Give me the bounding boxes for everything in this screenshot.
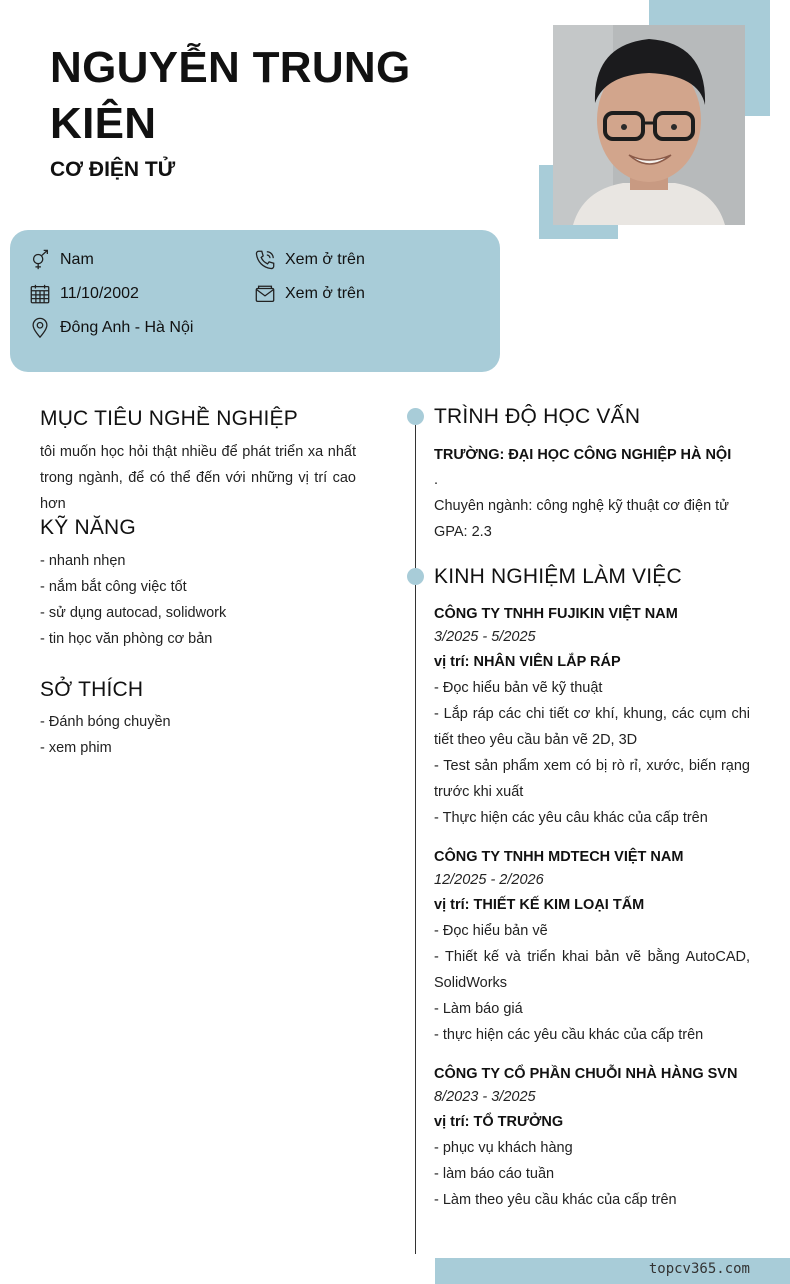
address-text: Đông Anh - Hà Nội xyxy=(60,319,194,336)
skills-title: KỸ NĂNG xyxy=(40,516,136,539)
skill-item: - sử dụng autocad, solidwork xyxy=(40,605,227,621)
gender-text: Nam xyxy=(60,251,94,268)
job-position-prefix: vị trí: xyxy=(434,897,474,913)
job-detail: - Làm theo yêu cầu khác của cấp trên xyxy=(434,1192,677,1208)
hobbies-title: SỞ THÍCH xyxy=(40,678,144,701)
job-period: 12/2025 - 2/2026 xyxy=(434,872,544,888)
education-dot-line: . xyxy=(434,472,439,488)
experience-title: KINH NGHIỆM LÀM VIỆC xyxy=(434,565,682,588)
job-detail: - phục vụ khách hàng xyxy=(434,1140,573,1156)
contact-info-box xyxy=(10,230,500,372)
contact-email[interactable] xyxy=(254,283,365,305)
birthday-text: 11/10/2002 xyxy=(60,285,139,302)
profile-photo-image xyxy=(553,25,745,225)
footer-bar xyxy=(435,1258,790,1284)
timeline-line xyxy=(415,414,416,1254)
job-detail: - Thiết kế và triển khai bản vẽ bằng AutoCAD, SolidWorks xyxy=(434,949,750,991)
contact-gender xyxy=(29,249,94,271)
skills-list xyxy=(40,548,356,652)
calendar-icon xyxy=(29,283,51,305)
job-company: CÔNG TY CỔ PHẦN CHUỖI NHÀ HÀNG SVN xyxy=(434,1066,738,1082)
school-name: TRƯỜNG: ĐẠI HỌC CÔNG NGHIỆP HÀ NỘI xyxy=(434,447,732,463)
education-major: Chuyên ngành: công nghệ kỹ thuật cơ điện tử xyxy=(434,498,729,514)
job-position xyxy=(434,1109,750,1135)
phone-text: Xem ở trên xyxy=(285,251,365,268)
education-gpa: GPA: 2.3 xyxy=(434,524,492,540)
objective-title: MỤC TIÊU NGHỀ NGHIỆP xyxy=(40,407,298,430)
skill-item: - nhanh nhẹn xyxy=(40,553,126,569)
contact-birthday xyxy=(29,283,139,305)
objective-text: tôi muốn học hỏi thật nhiều để phát triển xa nhất trong ngành, để có thể đến với những vị trí cao hơn xyxy=(40,444,356,512)
job-detail: - Đọc hiểu bản vẽ kỹ thuật xyxy=(434,680,603,696)
job-position-value: TỔ TRƯỞNG xyxy=(473,1114,564,1130)
contact-address xyxy=(29,317,193,339)
location-pin-icon xyxy=(29,317,51,339)
gender-icon xyxy=(29,249,51,271)
mail-icon xyxy=(254,283,276,305)
job-position-value: NHÂN VIÊN LẮP RÁP xyxy=(473,654,621,670)
job-detail: - Thực hiện các yêu câu khác của cấp trên xyxy=(434,810,708,826)
job-period: 8/2023 - 3/2025 xyxy=(434,1089,536,1105)
hobby-item: - xem phim xyxy=(40,740,112,756)
watermark-text: topcv365.com xyxy=(648,1261,750,1277)
job-position xyxy=(434,649,750,675)
job-detail: - Làm báo giá xyxy=(434,1001,523,1017)
job-position-prefix: vị trí: xyxy=(434,654,474,670)
job-company: CÔNG TY TNHH FUJIKIN VIỆT NAM xyxy=(434,606,678,622)
job-company: CÔNG TY TNHH MDTECH VIỆT NAM xyxy=(434,849,684,865)
job-detail: - Đọc hiểu bản vẽ xyxy=(434,923,548,939)
job-position-value: THIẾT KẾ KIM LOẠI TẤM xyxy=(473,897,645,913)
timeline-dot-education xyxy=(407,408,424,425)
education-block xyxy=(434,443,750,545)
job-detail: - thực hiện các yêu cầu khác của cấp trên xyxy=(434,1027,704,1043)
job-detail: - Lắp ráp các chi tiết cơ khí, khung, các cụm chi tiết theo yêu cầu bản vẽ 2D, 3D xyxy=(434,706,750,748)
candidate-name: NGUYỄN TRUNG KIÊN xyxy=(50,43,411,148)
job-title: CƠ ĐIỆN TỬ xyxy=(50,158,176,181)
job-period: 3/2025 - 5/2025 xyxy=(434,629,536,645)
hobby-item: - Đánh bóng chuyền xyxy=(40,714,171,730)
education-title: TRÌNH ĐỘ HỌC VẤN xyxy=(434,405,641,428)
skill-item: - nắm bắt công việc tốt xyxy=(40,579,187,595)
job-position xyxy=(434,892,750,918)
hobbies-list xyxy=(40,709,356,761)
job-detail: - làm báo cáo tuần xyxy=(434,1166,555,1182)
job-position-prefix: vị trí: xyxy=(434,1114,474,1130)
job-entry xyxy=(434,846,750,1048)
contact-phone[interactable] xyxy=(254,249,365,271)
skill-item: - tin học văn phòng cơ bản xyxy=(40,631,213,647)
phone-icon xyxy=(254,249,276,271)
job-entry xyxy=(434,603,750,831)
profile-photo xyxy=(553,25,745,225)
job-detail: - Test sản phẩm xem có bị rò rỉ, xước, biến rạng trước khi xuất xyxy=(434,758,750,800)
email-text: Xem ở trên xyxy=(285,285,365,302)
timeline-dot-experience xyxy=(407,568,424,585)
job-entry xyxy=(434,1063,750,1213)
